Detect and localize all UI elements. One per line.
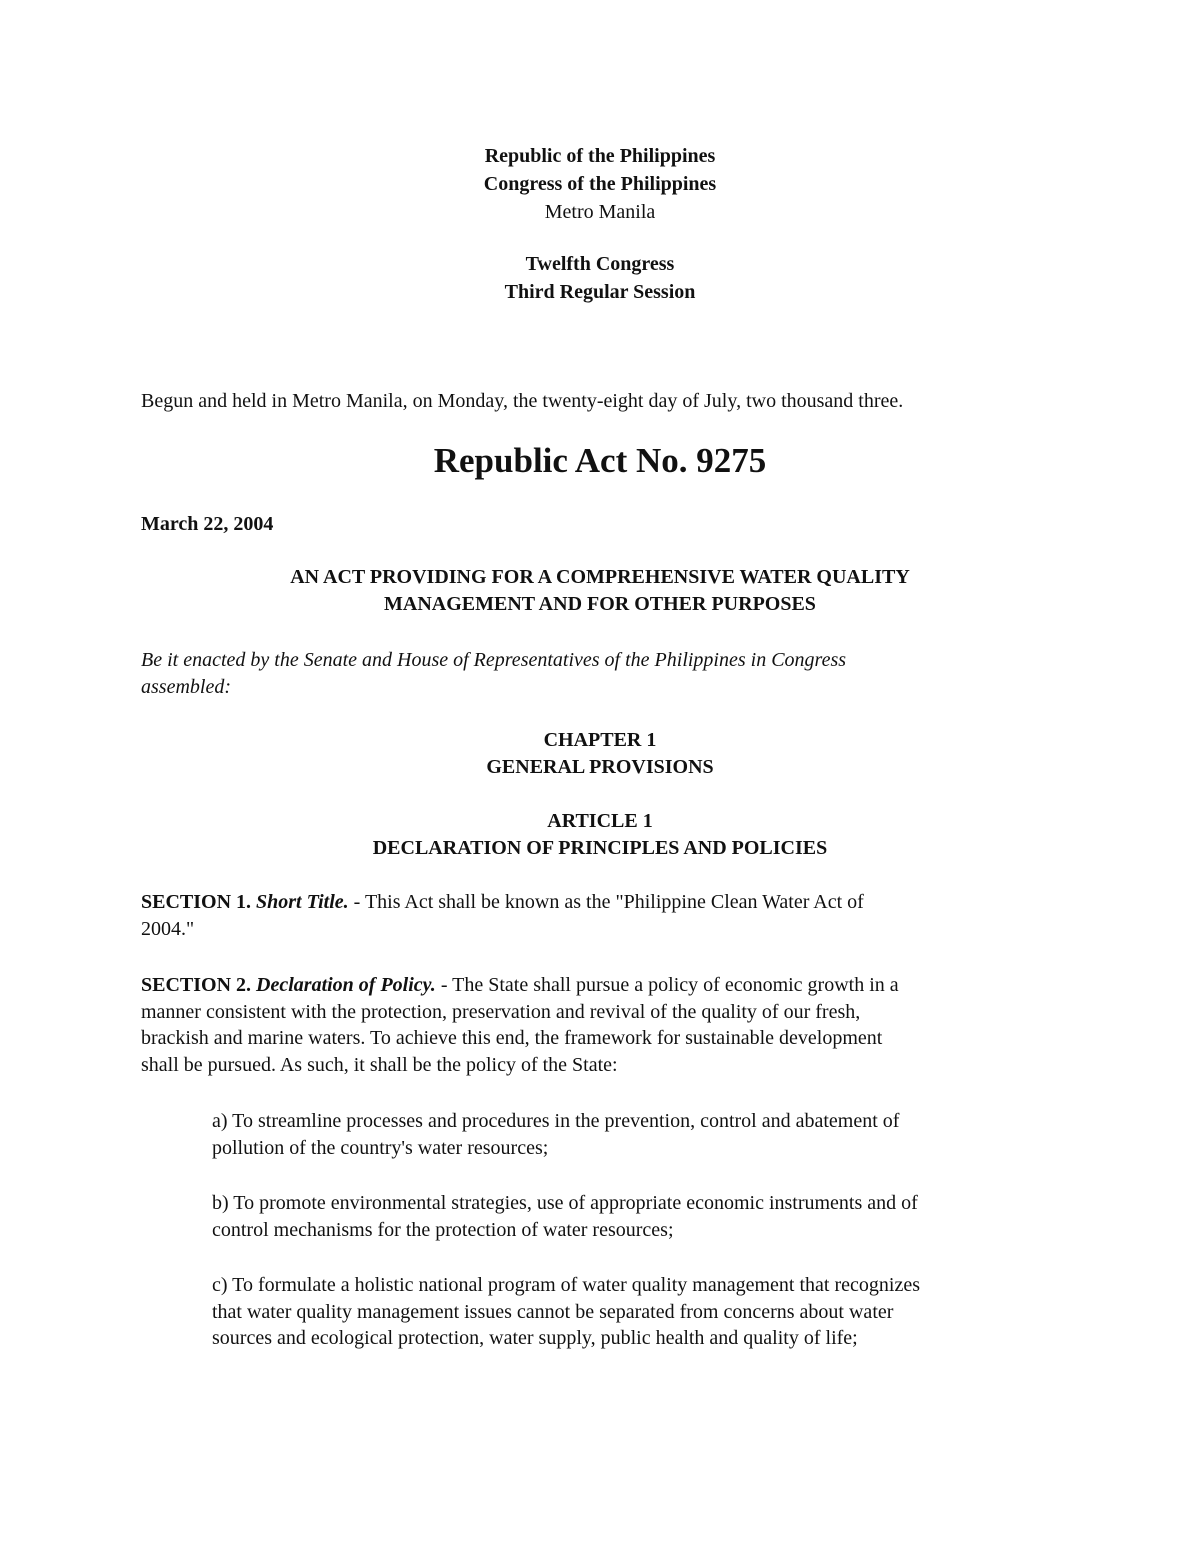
policy-item-b-line-2: control mechanisms for the protection of water resources; xyxy=(212,1218,674,1241)
chapter-heading xyxy=(0,727,1200,781)
header-congress: Congress of the Philippines xyxy=(483,173,717,195)
section-2-text: - The State shall pursue a policy of economic growth in a xyxy=(435,974,899,996)
policy-item-c-line-3: sources and ecological protection, water supply, public health and quality of life; xyxy=(212,1327,858,1349)
section-2-line-3: brackish and marine waters. To achieve this end, the framework for sustainable development xyxy=(141,1027,883,1049)
policy-item-b xyxy=(212,1190,1062,1243)
act-date: March 22, 2004 xyxy=(141,513,274,535)
article-title: DECLARATION OF PRINCIPLES AND POLICIES xyxy=(372,837,828,859)
policy-item-c-line-2: that water quality management issues cannot be separated from concerns about water xyxy=(212,1300,894,1323)
session-name: Third Regular Session xyxy=(504,281,696,303)
policy-item-c xyxy=(212,1272,1062,1352)
section-2-line-2: manner consistent with the protection, preservation and revival of the quality of our fresh, xyxy=(141,1000,861,1023)
act-heading-line-1: AN ACT PROVIDING FOR A COMPREHENSIVE WATER QUALITY xyxy=(290,566,910,588)
enacting-line-1: Be it enacted by the Senate and House of Representatives of the Philippines in Congress xyxy=(141,649,847,671)
act-heading-line-2: MANAGEMENT AND FOR OTHER PURPOSES xyxy=(384,593,816,615)
section-1-line-1 xyxy=(141,889,1051,916)
section-2-line-1 xyxy=(141,972,1051,999)
section-1-title: Short Title. xyxy=(256,891,349,913)
act-heading xyxy=(0,564,1200,618)
section-2 xyxy=(141,972,1051,1078)
policy-item-a-line-2: pollution of the country's water resources; xyxy=(212,1136,549,1159)
enacting-line-2: assembled: xyxy=(141,675,231,698)
act-title: Republic Act No. 9275 xyxy=(433,441,767,480)
article-heading xyxy=(0,808,1200,862)
policy-item-a-line-1: a) To streamline processes and procedures in the prevention, control and abatement of xyxy=(212,1110,900,1132)
section-1-label: SECTION 1. xyxy=(141,891,252,913)
policy-item-b-line-1: b) To promote environmental strategies, use of appropriate economic instruments and of xyxy=(212,1192,918,1214)
section-2-line-4: shall be pursued. As such, it shall be the policy of the State: xyxy=(141,1053,618,1076)
begun-statement: Begun and held in Metro Manila, on Monday, the twenty-eight day of July, two thousand three. xyxy=(141,390,904,412)
session-info xyxy=(0,250,1200,306)
policy-item-a xyxy=(212,1108,1062,1161)
section-1-line-2: 2004." xyxy=(141,917,195,940)
section-1 xyxy=(141,889,1051,942)
policy-item-c-line-1: c) To formulate a holistic national program of water quality management that recognizes xyxy=(212,1274,920,1296)
header-republic: Republic of the Philippines xyxy=(484,145,716,167)
section-2-label: SECTION 2. xyxy=(141,974,252,996)
article-number: ARTICLE 1 xyxy=(547,810,653,832)
section-2-title: Declaration of Policy. xyxy=(256,974,436,996)
document-header xyxy=(0,142,1200,226)
chapter-title: GENERAL PROVISIONS xyxy=(486,756,714,778)
section-1-text: - This Act shall be known as the "Philippine Clean Water Act of xyxy=(348,891,864,913)
header-location: Metro Manila xyxy=(544,201,656,223)
chapter-number: CHAPTER 1 xyxy=(543,729,657,751)
congress-number: Twelfth Congress xyxy=(525,253,675,275)
enacting-clause xyxy=(141,647,1051,700)
